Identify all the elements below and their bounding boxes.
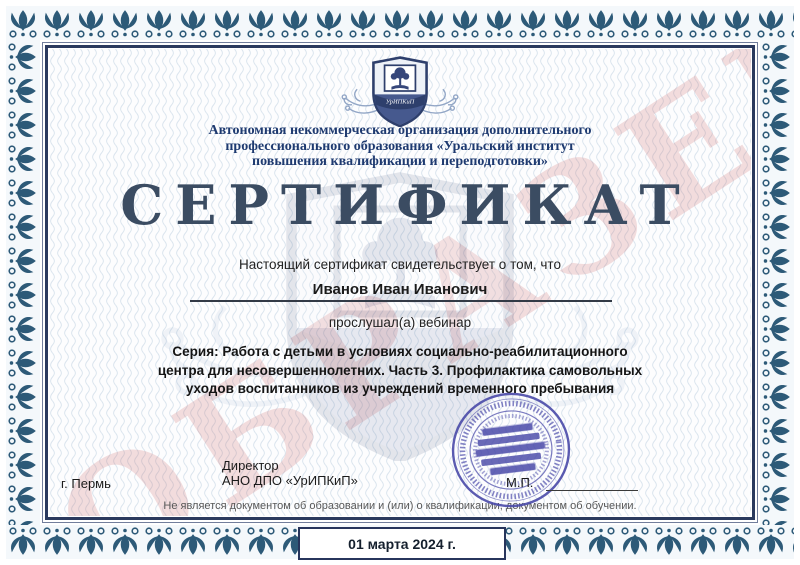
course-title — [144, 343, 656, 399]
logo-ribbon-text: УрИПКиП — [385, 98, 415, 106]
official-stamp — [448, 388, 574, 512]
issue-date: 01 марта 2024 г. — [348, 535, 456, 552]
border-ornament-top — [6, 6, 794, 40]
organization-name — [49, 123, 751, 170]
course-title-line: Серия: Работа с детьми в условиях социально-реабилитационного — [172, 344, 628, 359]
organization-name-line: профессионального образования «Уральский институт — [225, 138, 575, 154]
signatory-block — [222, 458, 358, 488]
signatory-organization: АНО ДПО «УрИПКиП» — [222, 473, 358, 488]
certificate-title: СЕРТИФИКАТ — [120, 173, 692, 237]
statement-text: Настоящий сертификат свидетельствует о том, что — [239, 257, 561, 272]
course-title-line: центра для несовершеннолетних. Часть 3. Профилактика самовольных — [157, 362, 643, 378]
signature-line — [546, 490, 638, 491]
city-label: г. Пермь — [61, 476, 111, 491]
recipient-name: Иванов Иван Иванович — [312, 281, 488, 298]
name-underline — [190, 300, 612, 302]
border-ornament-right — [760, 6, 794, 559]
organization-name-line: повышения квалификации и переподготовки» — [252, 154, 548, 169]
seal-place-label: М.П. — [506, 475, 534, 490]
disclaimer-text: Не является документом об образовании и (или) о квалификации, документом об обучении. — [163, 500, 637, 512]
certificate-body — [49, 49, 751, 516]
action-text: прослушал(а) вебинар — [328, 315, 472, 330]
course-title-line: уходов воспитанников из учреждений временного пребывания — [185, 381, 615, 396]
organization-name-line: Автономная некоммерческая организация дополнительного — [208, 123, 592, 138]
border-ornament-left — [6, 6, 40, 559]
institute-logo — [320, 55, 480, 127]
signatory-position: Директор — [222, 458, 279, 473]
issue-date-box — [298, 527, 506, 560]
